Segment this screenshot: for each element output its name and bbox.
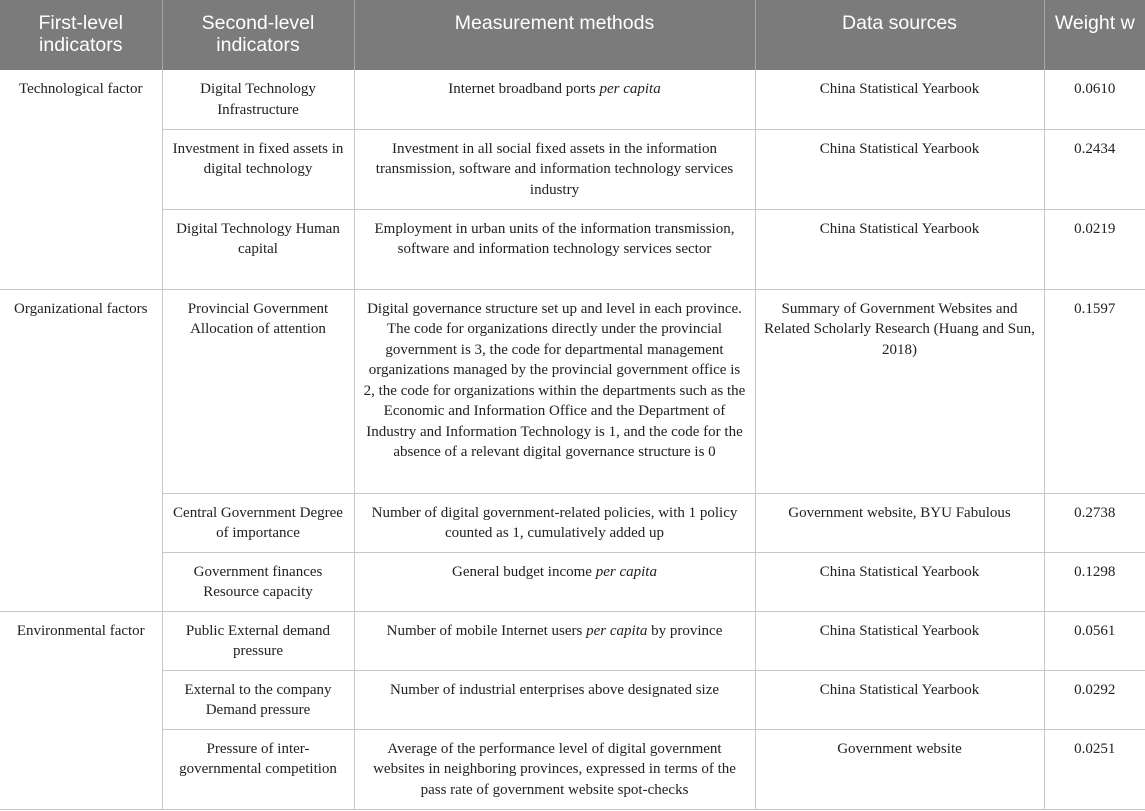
data-source-cell: China Statistical Yearbook <box>755 611 1044 670</box>
method-text-suffix: by province <box>647 622 723 639</box>
data-source-cell: Summary of Government Websites and Related Scholarly Research (Huang and Sun, 2018) <box>755 289 1044 493</box>
table-row <box>0 611 1145 670</box>
first-level-cell: Technological factor <box>0 70 162 289</box>
measurement-method-cell <box>354 729 755 809</box>
table-row <box>0 209 1145 289</box>
table-row <box>0 129 1145 209</box>
method-text: Digital governance structure set up and level in each province. The code for organizations directly under the provincial government is 3, the code for departmental management organizations managed by the provincial government office is 2, the code for organizations within the departments such as the Economic and Information Office and the Department of Industry and Information Technology is 1, and the code for the absence of a relevant digital governance structure is 0 <box>363 300 746 460</box>
measurement-method-cell <box>354 611 755 670</box>
method-text: Employment in urban units of the information transmission, software and information technology services sector <box>374 220 735 257</box>
measurement-method-cell <box>354 129 755 209</box>
measurement-method-cell <box>354 209 755 289</box>
measurement-method-cell <box>354 670 755 729</box>
header-row <box>0 0 1145 70</box>
method-italic-text: per capita <box>586 622 648 639</box>
second-level-cell: Pressure of inter-governmental competition <box>162 729 354 809</box>
second-level-cell: Investment in fixed assets in digital technology <box>162 129 354 209</box>
table-row <box>0 289 1145 493</box>
table-row <box>0 552 1145 611</box>
table-body <box>0 70 1145 809</box>
header-first-level: First-level indicators <box>0 0 162 70</box>
second-level-cell: Digital Technology Human capital <box>162 209 354 289</box>
weight-cell: 0.0610 <box>1044 70 1145 129</box>
table-row <box>0 729 1145 809</box>
method-text: Number of digital government-related policies, with 1 policy counted as 1, cumulatively added up <box>371 504 738 541</box>
weight-cell: 0.2738 <box>1044 493 1145 552</box>
method-text: Internet broadband ports <box>448 81 600 97</box>
table-row <box>0 493 1145 552</box>
table-row <box>0 670 1145 729</box>
measurement-method-cell <box>354 289 755 493</box>
data-source-cell: China Statistical Yearbook <box>755 670 1044 729</box>
header-data-sources: Data sources <box>755 0 1044 70</box>
method-text: Average of the performance level of digital government websites in neighboring provinces, expressed in terms of the pass rate of government website spot-checks <box>373 740 736 798</box>
weight-cell: 0.1597 <box>1044 289 1145 493</box>
weight-cell: 0.1298 <box>1044 552 1145 611</box>
first-level-cell: Environmental factor <box>0 611 162 809</box>
second-level-cell: Public External demand pressure <box>162 611 354 670</box>
second-level-cell: External to the company Demand pressure <box>162 670 354 729</box>
data-source-cell: China Statistical Yearbook <box>755 129 1044 209</box>
second-level-cell: Digital Technology Infrastructure <box>162 70 354 129</box>
weight-cell: 0.0561 <box>1044 611 1145 670</box>
data-source-cell: China Statistical Yearbook <box>755 552 1044 611</box>
weight-cell: 0.2434 <box>1044 129 1145 209</box>
second-level-cell: Central Government Degree of importance <box>162 493 354 552</box>
method-text: Number of industrial enterprises above designated size <box>389 681 720 698</box>
measurement-method-cell <box>354 552 755 611</box>
weight-cell: 0.0251 <box>1044 729 1145 809</box>
measurement-method-cell <box>354 70 755 129</box>
method-text: Investment in all social fixed assets in the information transmission, software and information technology services industry <box>375 140 734 198</box>
header-second-level: Second-level indicators <box>162 0 354 70</box>
method-text: General budget income <box>452 563 596 580</box>
first-level-cell: Organizational factors <box>0 289 162 611</box>
header-measurement-methods: Measurement methods <box>354 0 755 70</box>
data-source-cell: China Statistical Yearbook <box>755 209 1044 289</box>
measurement-method-cell <box>354 493 755 552</box>
data-source-cell: China Statistical Yearbook <box>755 70 1044 129</box>
second-level-cell: Provincial Government Allocation of attention <box>162 289 354 493</box>
table-header <box>0 0 1145 70</box>
data-source-cell: Government website <box>755 729 1044 809</box>
weight-cell: 0.0219 <box>1044 209 1145 289</box>
header-weight: Weight w <box>1044 0 1145 70</box>
method-italic-text: per capita <box>595 563 657 580</box>
method-italic-text: per capita <box>599 81 661 97</box>
second-level-cell: Government finances Resource capacity <box>162 552 354 611</box>
table-row <box>0 70 1145 129</box>
data-source-cell: Government website, BYU Fabulous <box>755 493 1044 552</box>
weight-cell: 0.0292 <box>1044 670 1145 729</box>
method-text: Number of mobile Internet users <box>386 622 587 639</box>
